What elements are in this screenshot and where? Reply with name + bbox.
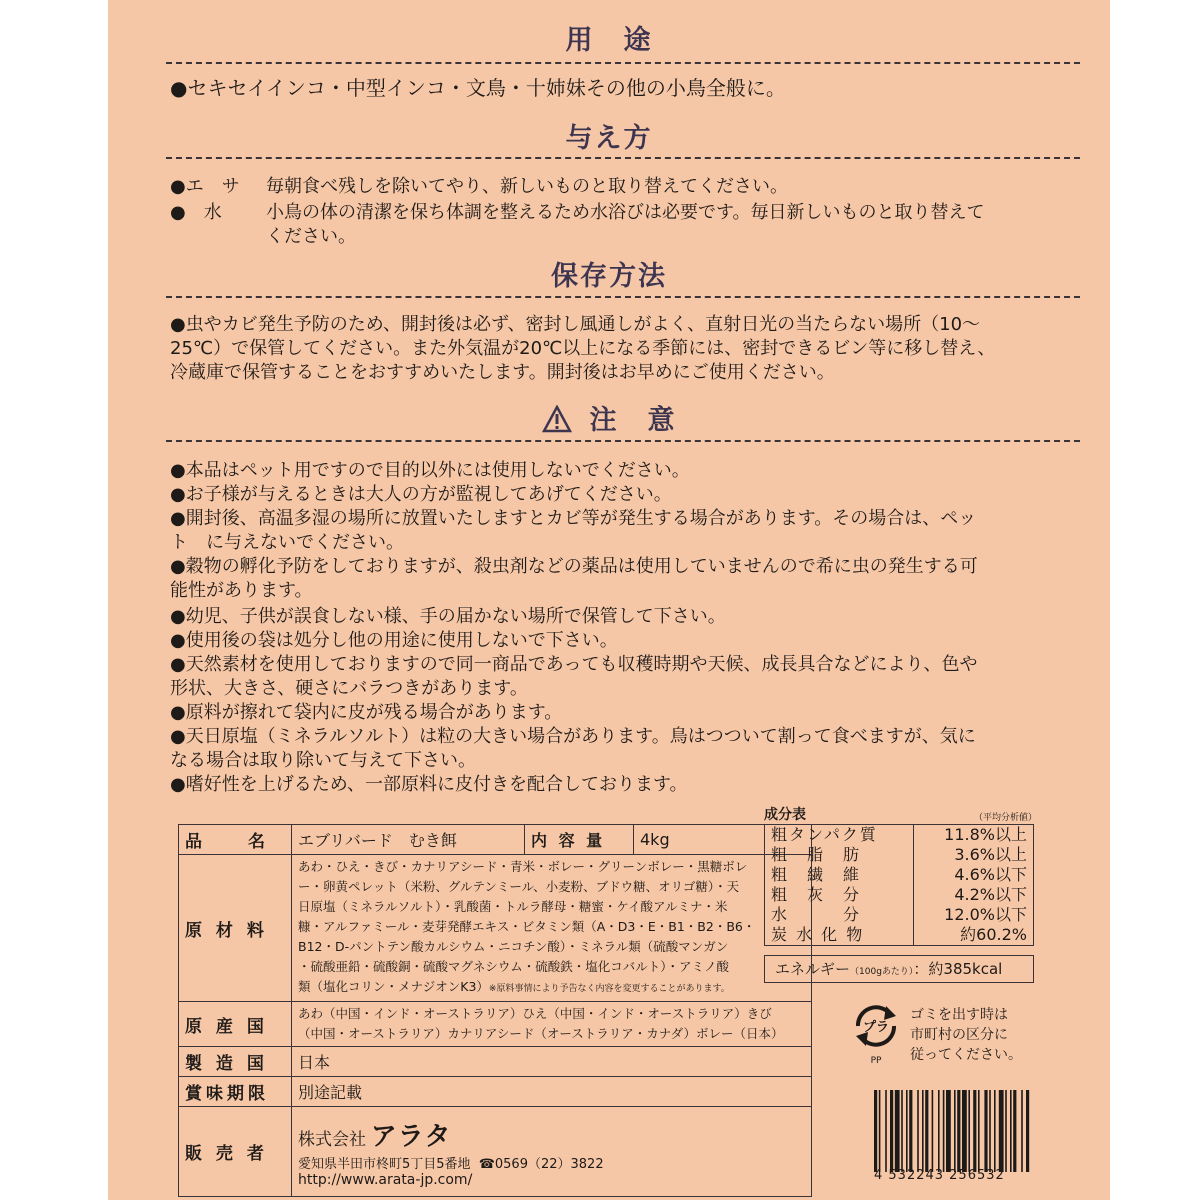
barcode-bar	[890, 1090, 893, 1172]
spec-origin-value	[292, 1002, 812, 1047]
nutrient-value: 約60.2%	[960, 925, 1027, 944]
recycle-line: ゴミを出す時は	[910, 1007, 1008, 1023]
nutrient-name: 粗タンパク質	[771, 825, 878, 844]
recycle-arrows-icon	[850, 1000, 902, 1052]
barcode-bar	[895, 1090, 900, 1172]
company-prefix: 株式会社	[298, 1129, 366, 1150]
ingredients-line: ー・卵黄ペレット（米粉、グルテンミール、小麦粉、ブドウ糖、オリゴ糖）・天	[298, 879, 740, 894]
feeding-food-label: ●エ サ	[170, 176, 240, 197]
seller-url[interactable]: http://www.arata-jp.com/	[298, 1171, 473, 1188]
barcode-bar	[954, 1090, 956, 1172]
barcode-bar	[874, 1090, 877, 1172]
origin-line: （中国・オーストラリア）カナリアシード（オーストラリア・カナダ）ボレー（日本）	[298, 1026, 784, 1041]
nutrition-note: （平均分析値）	[974, 813, 1038, 823]
barcode-bar	[1010, 1090, 1012, 1172]
recycle-material: PP	[870, 1056, 882, 1066]
company-logo: アラタ	[370, 1121, 452, 1152]
caution-line: ●使用後の袋は処分し他の用途に使用しないで下さい。	[170, 630, 618, 651]
barcode-bar	[957, 1090, 960, 1172]
energy-label: エネルギー	[775, 960, 851, 978]
ingredients-line: 糠・アルファミール・麦芽発酵エキス・ビタミン類（A・D3・E・B1・B2・B6・	[298, 919, 756, 934]
ingredients-last-line: 類（塩化コリン・メナジオンK3）	[298, 979, 489, 994]
barcode-bar	[962, 1090, 967, 1172]
caution-line: ●お子様が与えるときは大人の方が監視してあげてください。	[170, 484, 672, 505]
barcode-bar	[1021, 1090, 1023, 1172]
caution-line: ●天然素材を使用しておりますので同一商品であっても収穫時期や天候、成長具合などにより、色や	[170, 654, 978, 675]
barcode-bar	[917, 1090, 919, 1172]
caution-line: 形状、大きさ、硬さにバラつきがあります。	[170, 678, 528, 699]
nutrient-value: 12.0%以下	[944, 905, 1027, 924]
barcode-bar	[879, 1090, 881, 1172]
caution-line: なる場合は取り除いて与えて下さい。	[170, 750, 476, 771]
energy-value: ：約385kcal	[913, 960, 1003, 978]
usage-text: ●セキセイインコ・中型インコ・文鳥・十姉妹その他の小鳥全般に。	[170, 76, 786, 100]
storage-heading: 保存方法	[551, 261, 667, 292]
barcode-bar	[1013, 1090, 1016, 1172]
seller-address-line	[298, 1153, 805, 1172]
feeding-water-label: ● 水	[170, 202, 222, 223]
spec-name-value: エブリバード むき餌	[292, 825, 525, 855]
recycle-line: 市町村の区分に	[910, 1027, 1008, 1043]
nutrition-names	[765, 825, 914, 946]
ingredients-line: あわ・ひえ・きび・カナリアシード・青米・ボレー・グリーンボレー・黒糖ボレ	[298, 859, 748, 874]
barcode-bar	[946, 1090, 951, 1172]
caution-line: ●嗜好性を上げるため、一部原料に皮付きを配合しております。	[170, 774, 688, 795]
caution-line: 能性があります。	[170, 580, 313, 601]
caution-line: ●穀物の孵化予防をしておりますが、殺虫剤などの薬品は使用していませんので希に虫の発生する可	[170, 556, 978, 577]
divider	[166, 296, 1080, 298]
ingredients-line: 日原塩（ミネラルソルト）・乳酸菌・トルラ酵母・糖蜜・ケイ酸アルミナ・米	[298, 899, 728, 914]
nutrient-value: 4.2%以下	[954, 885, 1027, 904]
seller-phone: ☎0569（22）3822	[478, 1156, 604, 1172]
barcode-bar	[978, 1090, 980, 1172]
storage-line-3: 冷蔵庫で保管することをおすすめいたします。開封後はお早めにご使用ください。	[170, 362, 835, 383]
nutrient-name: 粗 繊 維	[771, 865, 862, 884]
barcode-bar	[938, 1090, 940, 1172]
divider	[166, 62, 1080, 64]
origin-line: あわ（中国・インド・オーストラリア）ひえ（中国・インド・オーストラリア）きび	[298, 1006, 772, 1021]
nutrient-value: 4.6%以下	[954, 865, 1027, 884]
feeding-food-text: 毎朝食べ残しを除いてやり、新しいものと取り替えてください。	[266, 176, 788, 197]
seller-address: 愛知県半田市柊町5丁目5番地	[298, 1156, 471, 1172]
barcode-bar	[989, 1090, 991, 1172]
feeding-water-text-2: ください。	[266, 226, 356, 247]
barcode-bar	[922, 1090, 924, 1172]
spec-seller-label: 販 売 者	[179, 1107, 292, 1197]
storage-line-2: 25℃）で保管してください。また外気温が20℃以上になる季節には、密封できるビン等に移し替え、	[170, 338, 996, 359]
feeding-heading: 与え方	[565, 123, 653, 154]
caution-line: ト に与えないでください。	[170, 532, 404, 553]
caution-line: ●天日原塩（ミネラルソルト）は粒の大きい場合があります。鳥はつついて割って食べますが、気に	[170, 726, 976, 747]
barcode-bar	[901, 1090, 903, 1172]
spec-expiry-label: 賞味期限	[179, 1077, 292, 1107]
barcode-bar	[932, 1090, 934, 1172]
recycle-instructions	[910, 1005, 1022, 1065]
barcode-bar	[994, 1090, 996, 1172]
spec-content-value: 4kg	[634, 825, 812, 855]
nutrition-title: 成分表	[764, 807, 806, 823]
nutrient-name: 粗 灰 分	[771, 885, 862, 904]
spec-ingredients-value	[292, 855, 812, 1002]
seller-company	[298, 1116, 805, 1153]
barcode	[874, 1090, 1084, 1172]
storage-line-1: ●虫やカビ発生予防のため、開封後は必ず、密封し風通しがよく、直射日光の当たらない場所（10～	[170, 314, 981, 335]
caution-line: ●開封後、高温多湿の場所に放置いたしますとカビ等が発生する場合があります。その場合は、ペッ	[170, 508, 977, 529]
energy-box	[764, 955, 1034, 983]
ingredients-line	[298, 977, 805, 999]
barcode-bar	[973, 1090, 976, 1172]
warning-icon	[542, 405, 572, 433]
ingredients-line: ・硫酸亜鉛・硫酸銅・硫酸マグネシウム・硫酸鉄・塩化コバルト）・アミノ酸	[298, 959, 730, 974]
spec-made-label: 製 造 国	[179, 1047, 292, 1077]
barcode-bar	[909, 1090, 912, 1172]
barcode-bar	[1026, 1090, 1029, 1172]
barcode-bar	[943, 1090, 945, 1172]
barcode-bar	[925, 1090, 928, 1172]
nutrition-table	[764, 824, 1034, 946]
usage-heading: 用 途	[565, 25, 653, 56]
nutrient-name: 炭 水 化 物	[771, 925, 865, 944]
nutrient-name: 粗 脂 肪	[771, 845, 862, 864]
caution-line: ●原料が擦れて袋内に皮が残る場合があります。	[170, 702, 563, 723]
barcode-bar	[906, 1090, 908, 1172]
nutrition-values	[914, 825, 1034, 946]
barcode-bar	[1005, 1090, 1007, 1172]
recycle-mark-text: プラ	[862, 1020, 890, 1035]
energy-unit: （100gあたり）	[850, 967, 914, 977]
barcode-bar	[999, 1090, 1004, 1172]
nutrient-name: 水 分	[771, 905, 862, 924]
caution-line: ●本品はペット用ですので目的以外には使用しないでください。	[170, 460, 690, 481]
caution-line: ●幼児、子供が誤食しない様、手の届かない場所で保管して下さい。	[170, 606, 726, 627]
spec-seller-value	[292, 1107, 812, 1197]
spec-made-value: 日本	[292, 1047, 812, 1077]
nutrient-value: 3.6%以上	[954, 845, 1027, 864]
feeding-water-text-1: 小鳥の体の清潔を保ち体調を整えるため水浴びは必要です。毎日新しいものと取り替えて	[266, 202, 985, 223]
spec-expiry-value: 別途記載	[292, 1077, 812, 1107]
recycle-mark	[850, 1000, 902, 1068]
nutrient-value: 11.8%以上	[944, 825, 1027, 844]
ingredients-note: ※原料事情により予告なく内容を変更することがあります。	[488, 984, 730, 994]
package-back-panel	[108, 0, 1110, 1200]
barcode-digits: 4 532243 256532	[874, 1168, 1005, 1183]
spec-origin-label: 原 産 国	[179, 1002, 292, 1047]
product-spec-table	[178, 824, 812, 1197]
caution-title: 注 意	[589, 405, 677, 436]
barcode-bar	[984, 1090, 987, 1172]
divider	[166, 440, 1080, 442]
caution-heading	[108, 398, 1110, 437]
barcode-bar	[968, 1090, 970, 1172]
spec-content-label: 内 容 量	[525, 825, 634, 855]
spec-ingredients-label: 原 材 料	[179, 855, 292, 1002]
recycle-line: 従ってください。	[910, 1047, 1022, 1063]
divider	[166, 157, 1080, 159]
barcode-bar	[885, 1090, 887, 1172]
spec-name-label: 品 名	[179, 825, 292, 855]
ingredients-line: B12・D-パントテン酸カルシウム・ニコチン酸）・ミネラル類（硫酸マンガン	[298, 939, 729, 954]
